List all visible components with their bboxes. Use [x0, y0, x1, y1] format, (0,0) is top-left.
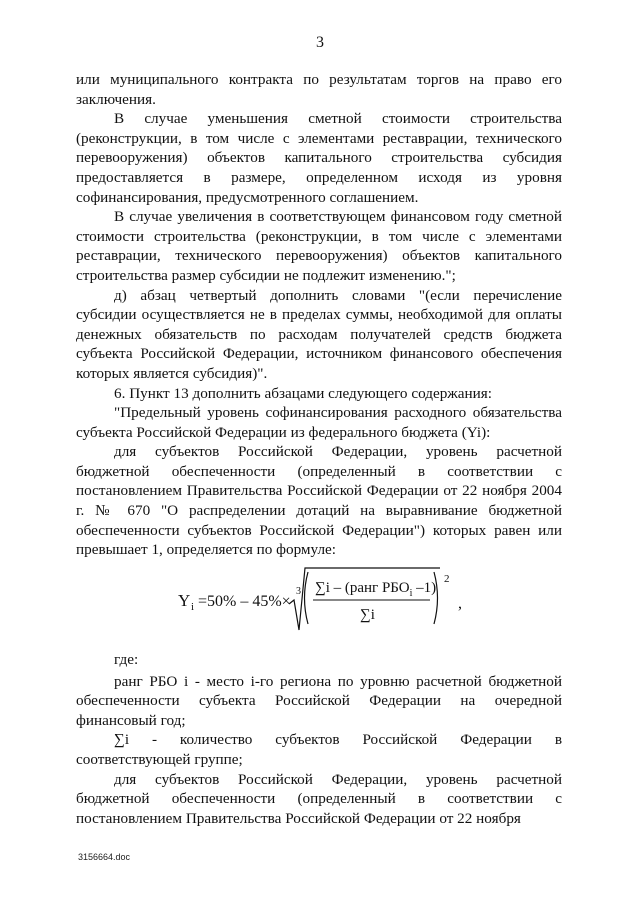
left-paren	[305, 572, 309, 624]
formula-numerator: ∑i – (ранг $РБО_i$ –1)	[315, 580, 437, 599]
formula-root-index: 3	[296, 586, 301, 597]
cofinancing-formula	[0, 560, 640, 640]
page-number: 3	[316, 34, 324, 51]
paragraph-item-d: д) абзац четвертый дополнить словами "(если перечисление субсидии осуществляется не в пределах суммы, необходимой для оплаты денежных обязательств по расходам получателей средств бюджета субъекта Российской Федерации, источником финансового обеспечения которых является субсидия)".	[76, 286, 562, 382]
formula-denominator: ∑i	[360, 607, 375, 623]
definitions-heading: где:	[114, 651, 139, 668]
body-text-top	[76, 70, 562, 560]
formula-lhs-subscript: i	[191, 601, 195, 613]
formula-lhs: Y	[178, 591, 191, 610]
formula-exponent: 2	[444, 573, 450, 585]
paragraph-formula-intro: для субъектов Российской Федерации, уровень расчетной бюджетной обеспеченности (определенный в соответствии с постановлением Правительства Российской Федерации от 22 ноября 2004 г. № 670 "О распределении дотаций на выравнивание бюджетной обеспеченности субъектов Российской Федерации") которых равен или превышает 1, определяется по формуле:	[76, 443, 562, 559]
paragraph-increase-cost: В случае увеличения в соответствующем финансовом году сметной стоимости строительства (реконструкции, в том числе с элементами реставрации, технического перевооружения) объектов капитального строительства размер субсидии не подлежит изменению.";	[76, 208, 562, 284]
paragraph-decrease-cost: В случае уменьшения сметной стоимости строительства (реконструкции, в том числе с элементами реставрации, технического перевооружения) объектов капитального строительства субсидия предоставляется в размере, определенном исходя из уровня софинансирования, предусмотренного соглашением.	[76, 110, 562, 206]
paragraph-cofinancing-limit: "Предельный уровень софинансирования расходного обязательства субъекта Российской Федерации из федерального бюджета (Yi):	[76, 404, 562, 441]
document-footer: 3156664.doc	[78, 852, 131, 862]
formula-constant: =50% – 45%×	[198, 593, 291, 610]
formula-trailing-comma: ,	[458, 595, 462, 612]
definition-rank: ранг РБО i - место i-го региона по уровню расчетной бюджетной обеспеченности субъекта Российской Федерации на очередной финансовый год;	[76, 672, 562, 729]
paragraph-point-6: 6. Пункт 13 дополнить абзацами следующего содержания:	[114, 384, 492, 402]
definition-sum: ∑i - количество субъектов Российской Федерации в соответствующей группе;	[76, 731, 562, 768]
body-text-bottom	[76, 650, 562, 828]
paragraph-continuation: или муниципального контракта по результатам торгов на право его заключения.	[76, 71, 562, 108]
paragraph-other-subjects: для субъектов Российской Федерации, уровень расчетной бюджетной обеспеченности (определенный в соответствии с постановлением Правительства Российской Федерации от 22 ноября	[76, 770, 562, 827]
